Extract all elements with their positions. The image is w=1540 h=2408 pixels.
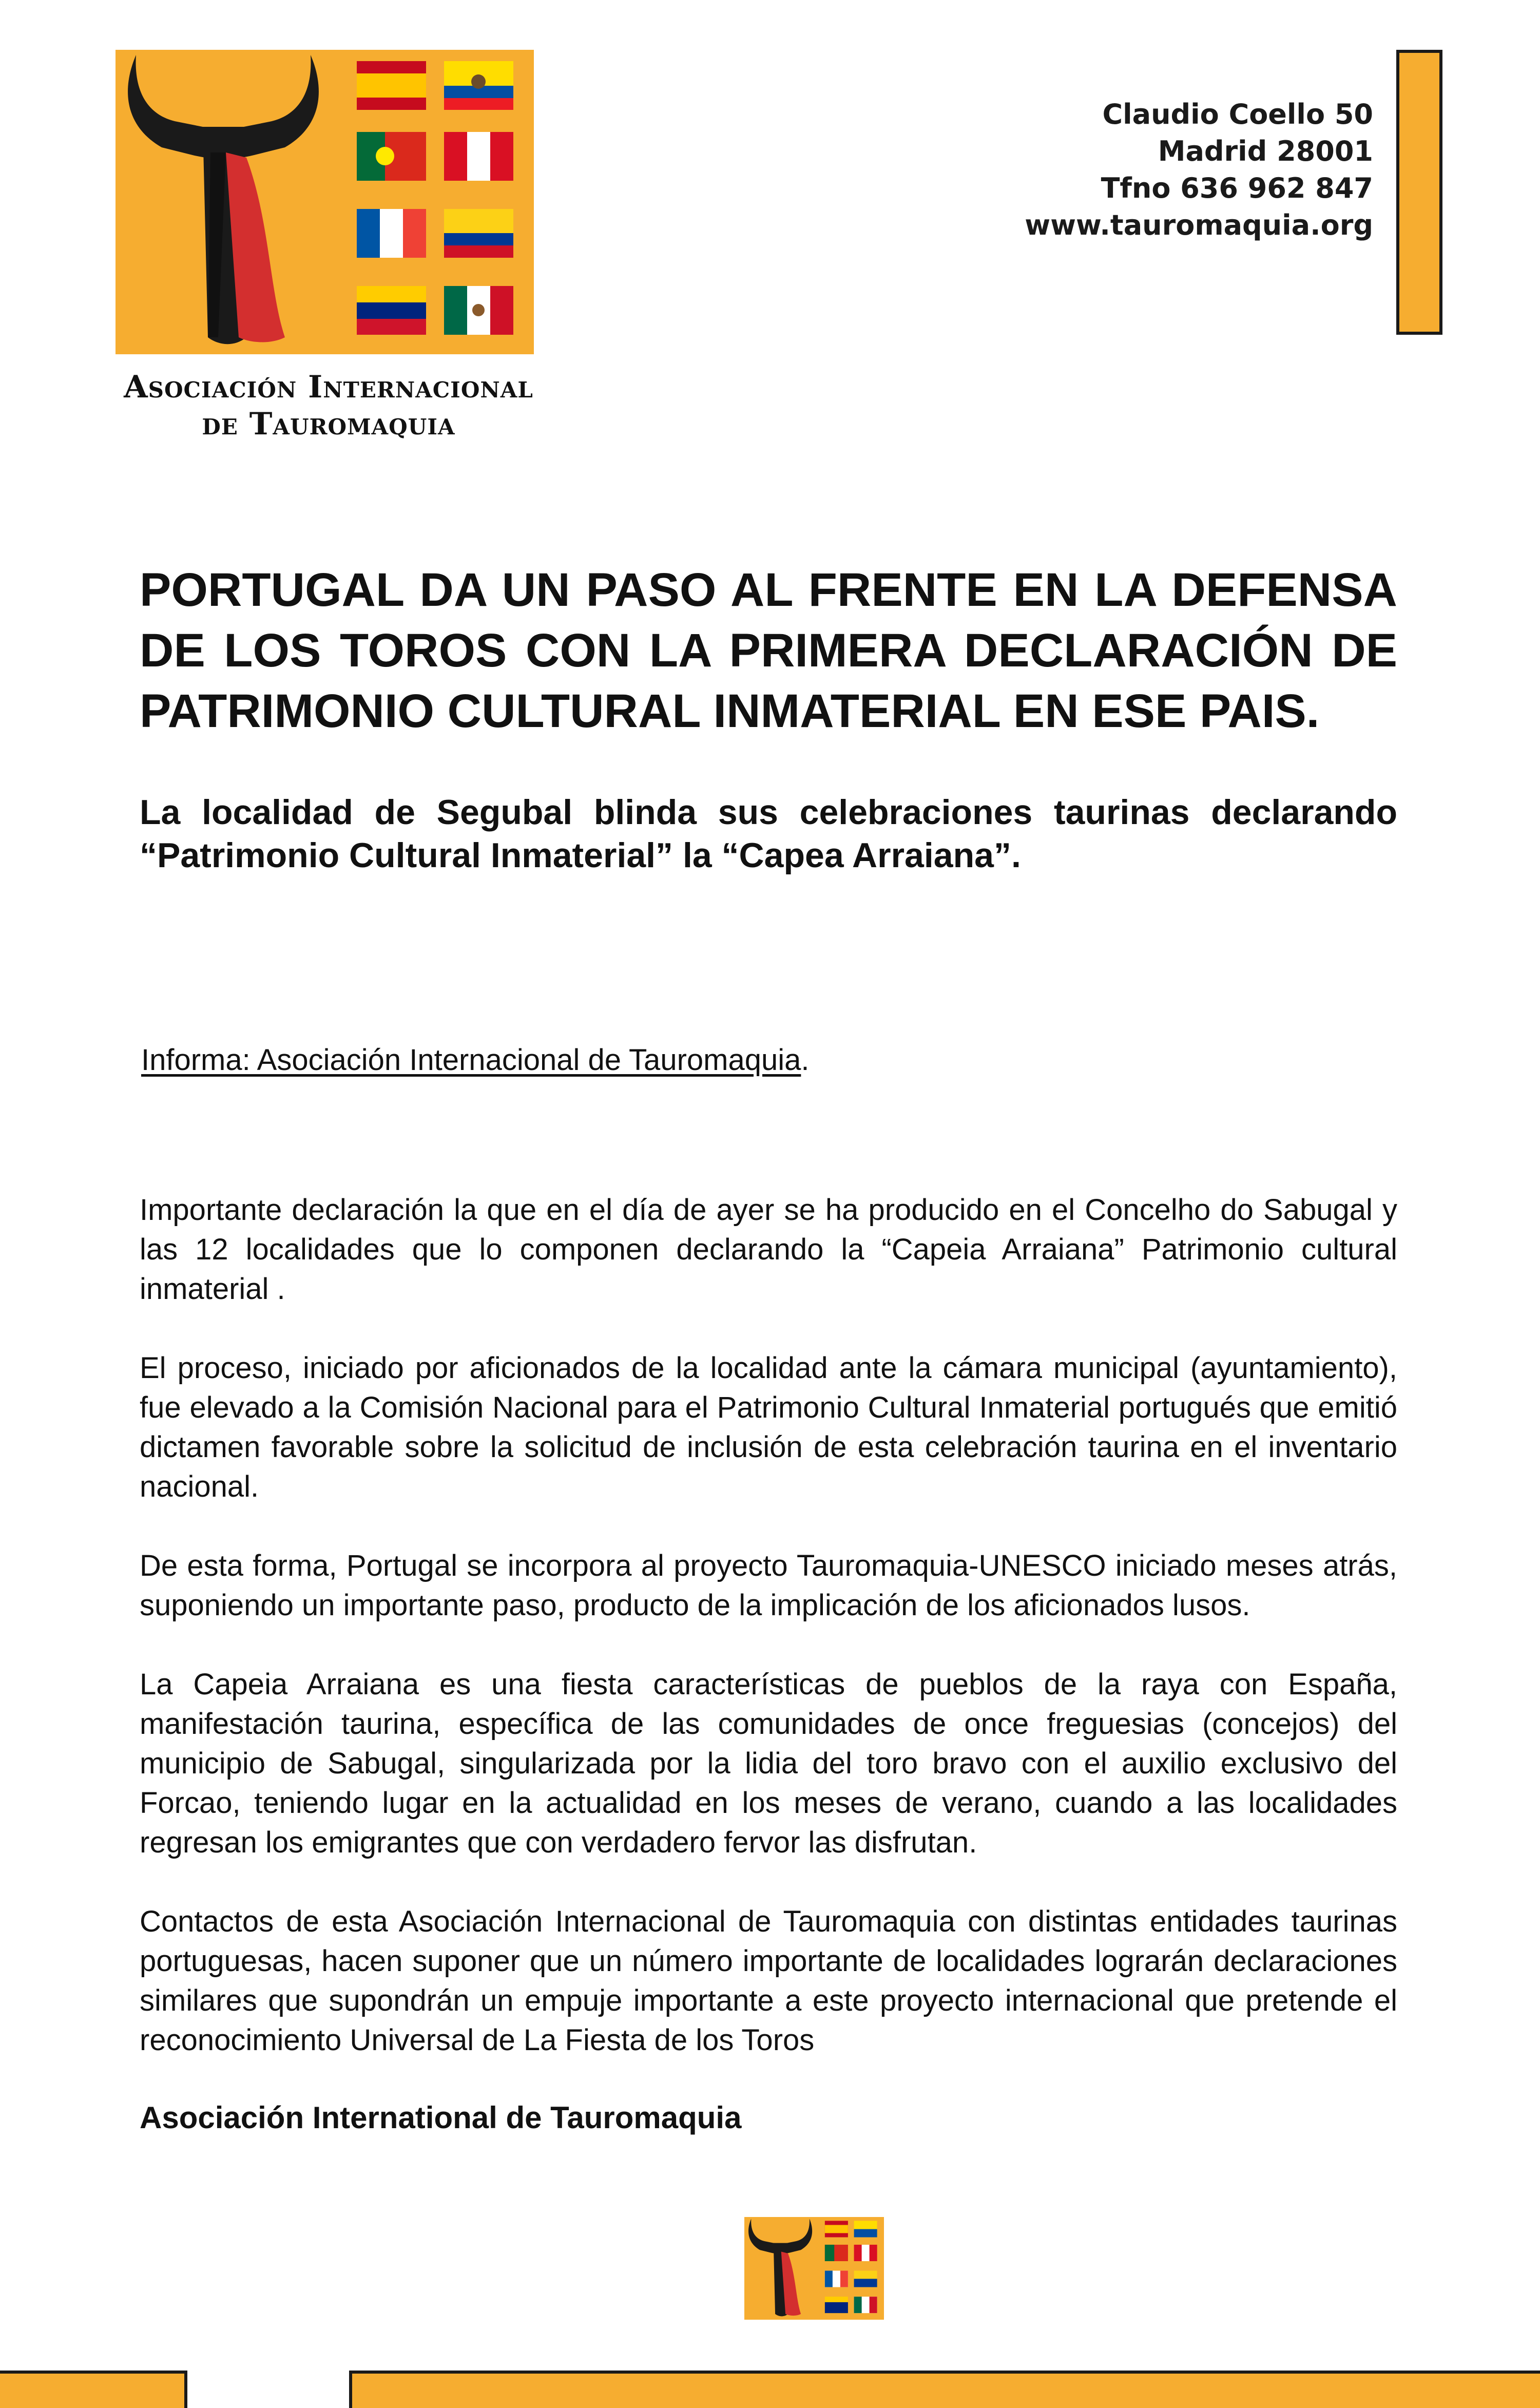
informa-line (141, 1040, 1399, 1081)
paragraph: El proceso, iniciado por aficionados de la localidad ante la cámara municipal (ayuntamiento), fue elevado a la Comisión Nacional para el Patrimonio Cultural Inmaterial portugués que emitió dictamen favorable sobre la solicitud de inclusión de esta celebración taurina en el inventario nacional. (140, 1351, 1397, 1503)
association-logo (116, 50, 534, 354)
paragraph: La Capeia Arraiana es una fiesta características de pueblos de la raya con España, manifestación taurina, específica de las comunidades de once freguesias (concejos) del municipio de Sabugal, singularizada por la lidia del toro bravo con el auxilio exclusivo del Forcao, teniendo lugar en la actualidad en los meses de verano, cuando a las localidades regresan los emigrantes que con verdadero fervor las disfrutan. (140, 1668, 1397, 1859)
association-name (92, 369, 565, 443)
contact-block (1025, 96, 1373, 244)
footer-accent-bar-left (0, 2371, 187, 2408)
accent-bar (1396, 50, 1442, 335)
contact-city: Madrid 28001 (1158, 135, 1373, 167)
association-name-line1: Asociación Internacional (124, 369, 533, 405)
subtitle: La localidad de Segubal blinda sus celebraciones taurinas declarando “Patrimonio Cultural Inmaterial” la “Capea Arraiana”. (140, 793, 1397, 875)
footer-accent-bar-right (349, 2371, 1540, 2408)
paragraph: Importante declaración la que en el día de ayer se ha producido en el Concelho do Sabugal y las 12 localidades que lo componen declarando la “Capeia Arraiana” Patrimonio cultural inmaterial . (140, 1193, 1397, 1306)
association-logo-small (744, 2217, 884, 2320)
paragraph: De esta forma, Portugal se incorpora al proyecto Tauromaquia-UNESCO iniciado meses atrás, suponiendo un importante paso, producto de la implicación de los aficionados lusos. (140, 1549, 1397, 1622)
article-body (140, 1190, 1397, 2099)
page-title: PORTUGAL DA UN PASO AL FRENTE EN LA DEFENSA DE LOS TOROS CON LA PRIMERA DECLARACIÓN DE PATRIMONIO CULTURAL INMATERIAL EN ESE PAIS. (140, 564, 1397, 737)
contact-website[interactable]: www.tauromaquia.org (1025, 209, 1373, 241)
informa-source: Informa: Asociación Internacional de Tauromaquia (141, 1043, 801, 1077)
paragraph: Contactos de esta Asociación Internacional de Tauromaquia con distintas entidades taurinas portuguesas, hacen suponer que un número importante de localidades lograrán declaraciones similares que supondrán un empuje importante a este proyecto internacional que pretende el reconocimiento Universal de La Fiesta de los Toros (140, 1905, 1397, 2057)
informa-period: . (801, 1043, 810, 1077)
signature: Asociación International de Tauromaquia (140, 2100, 742, 2135)
contact-phone: Tfno 636 962 847 (1101, 172, 1373, 204)
contact-street: Claudio Coello 50 (1102, 98, 1373, 130)
bull-cape-flags-icon (744, 2217, 884, 2320)
bull-cape-flags-icon (116, 50, 534, 354)
association-name-line2: de Tauromaquia (202, 406, 455, 442)
